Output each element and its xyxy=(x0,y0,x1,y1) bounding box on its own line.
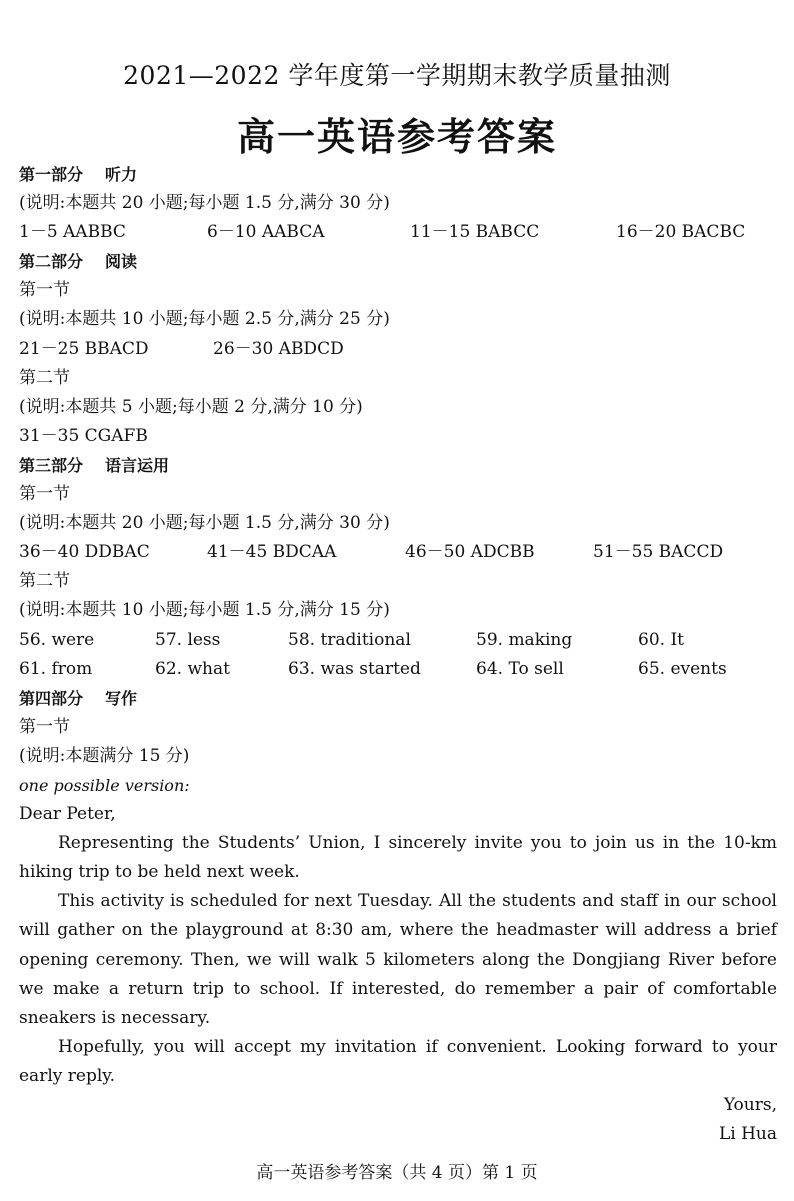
answer-group: 41－45 BDCAA xyxy=(207,542,337,563)
page-title: 高一英语参考答案 xyxy=(236,114,557,159)
part3-name: 语言运用 xyxy=(105,455,170,475)
part4-name: 写作 xyxy=(105,688,138,708)
answer-item: 62. what xyxy=(155,658,230,679)
part1-number: 第一部分 xyxy=(19,165,84,184)
part2-section1-note: (说明:本题共 10 小题;每小题 2.5 分,满分 25 分) xyxy=(19,309,390,330)
part2-section2-answers xyxy=(19,422,777,451)
part2-number: 第二部分 xyxy=(19,252,84,272)
letter-closing: Yours, xyxy=(723,1095,777,1115)
part3-section2-row2 xyxy=(19,655,777,684)
answer-group: 46－50 ADCBB xyxy=(405,542,535,563)
page-footer: 高一英语参考答案（共 4 页）第 1 页 xyxy=(256,1163,538,1183)
answer-item: 61. from xyxy=(19,658,93,679)
exam-title: 2021—2022 学年度第一学期期末教学质量抽测 xyxy=(123,61,671,90)
essay-paragraph: Representing the Students’ Union, I sincerely invite you to join us in the 10-km hiking trip to be held next week. xyxy=(19,833,777,883)
answer-item: 60. It xyxy=(638,629,684,650)
letter-signature: Li Hua xyxy=(718,1124,777,1145)
answer-item: 56. were xyxy=(19,629,95,650)
answer-item: 63. was started xyxy=(288,658,421,679)
part3-section1-answers xyxy=(19,538,777,567)
answer-group: 1－5 AABBC xyxy=(19,222,126,243)
part3-number: 第三部分 xyxy=(19,455,84,475)
part2-section2-note: (说明:本题共 5 小题;每小题 2 分,满分 10 分) xyxy=(19,396,363,417)
answer-group: 11－15 BABCC xyxy=(410,222,540,243)
part3-section2-label: 第二节 xyxy=(19,571,70,592)
part1-answers xyxy=(19,218,777,247)
answer-item: 58. traditional xyxy=(288,629,411,650)
essay-paragraph: This activity is scheduled for next Tuesday. All the students and staff in our school will gather on the playground at 8:30 am, where the headmaster will address a brief opening ceremony. Then, we will walk 5 kilometers along the Dongjiang River before we make a return trip to school. If interested, do remember a pair of comfortable sneakers is necessary. xyxy=(19,891,777,1028)
part4-section1-label: 第一节 xyxy=(19,716,70,737)
answer-item: 59. making xyxy=(476,629,573,650)
sample-essay-label: one possible version: xyxy=(19,775,190,795)
essay-paragraph: Hopefully, you will accept my invitation if convenient. Looking forward to your early reply. xyxy=(19,1036,777,1086)
part3-section1-label: 第一节 xyxy=(19,484,70,505)
part4-section1-note: (说明:本题满分 15 分) xyxy=(19,745,190,766)
part4-heading xyxy=(19,684,777,713)
answer-group: 16－20 BACBC xyxy=(616,222,746,243)
part3-section2-note: (说明:本题共 10 小题;每小题 1.5 分,满分 15 分) xyxy=(19,600,390,621)
answer-group: 26－30 ABDCD xyxy=(213,338,344,359)
answer-group: 6－10 AABCA xyxy=(207,222,325,243)
part1-note: (说明:本题共 20 小题;每小题 1.5 分,满分 30 分) xyxy=(19,193,390,214)
part3-section1-note: (说明:本题共 20 小题;每小题 1.5 分,满分 30 分) xyxy=(19,513,390,534)
part2-section1-answers xyxy=(19,335,777,364)
part2-section1-label: 第一节 xyxy=(19,280,70,301)
part1-heading xyxy=(19,160,777,189)
answer-item: 64. To sell xyxy=(476,658,564,679)
answer-group: 21－25 BBACD xyxy=(19,338,149,359)
part2-name: 阅读 xyxy=(105,252,138,272)
part3-section2-row1 xyxy=(19,626,777,655)
answer-item: 65. events xyxy=(638,658,727,679)
answer-group: 51－55 BACCD xyxy=(593,542,724,563)
answer-group: 36－40 DDBAC xyxy=(19,542,150,563)
sample-essay xyxy=(19,829,777,1091)
part2-heading xyxy=(19,247,777,276)
answer-item: 57. less xyxy=(155,629,221,650)
letter-greeting: Dear Peter, xyxy=(19,804,116,825)
part4-number: 第四部分 xyxy=(19,688,84,708)
part1-name: 听力 xyxy=(105,165,138,184)
answer-group: 31－35 CGAFB xyxy=(19,425,148,446)
answer-content xyxy=(19,160,777,1149)
part3-heading xyxy=(19,451,777,480)
part2-section2-label: 第二节 xyxy=(19,367,70,388)
